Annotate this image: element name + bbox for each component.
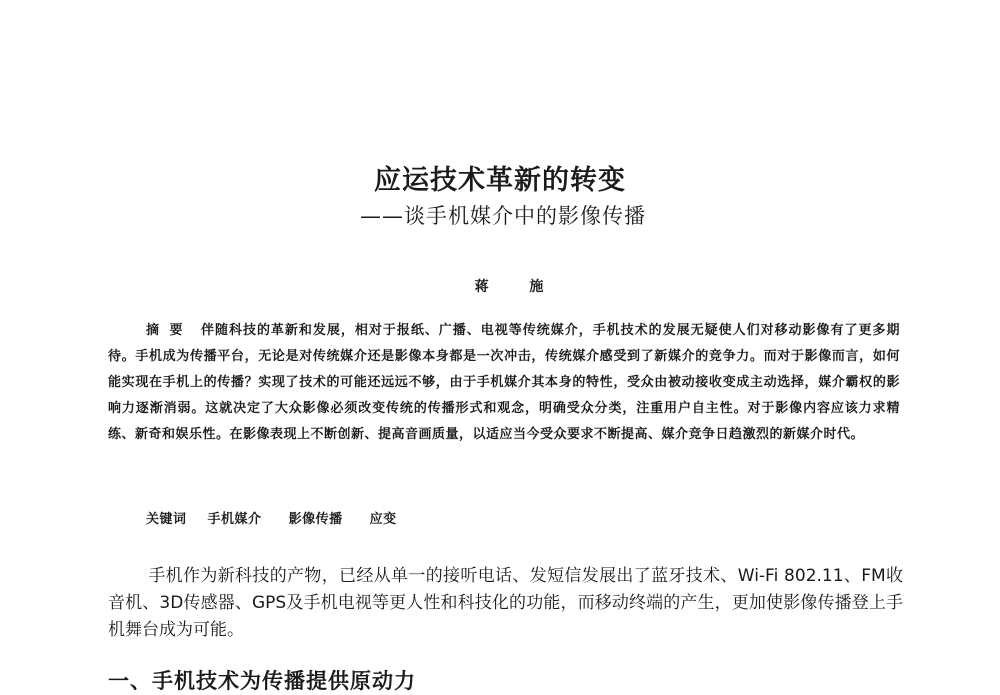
body-paragraph-text: 手机作为新科技的产物，已经从单一的接听电话、发短信发展出了蓝牙技术、Wi-Fi 802.11、FM收音机、3D传感器、GPS及手机电视等更人性和科技化的功能，而移动终端的产生，更加使影像传播登上手机舞台成为可能。 xyxy=(108,566,903,640)
abstract-label: 摘要 xyxy=(146,323,193,338)
article-title: 应运技术革新的转变 xyxy=(374,165,626,196)
body-paragraph xyxy=(108,563,903,644)
abstract-block xyxy=(108,318,900,448)
keyword-item: 应变 xyxy=(369,512,397,527)
keyword-item: 影像传播 xyxy=(288,512,343,527)
abstract-text: 伴随科技的革新和发展，相对于报纸、广播、电视等传统媒介，手机技术的发展无疑使人们对移动影像有了更多期待。手机成为传播平台，无论是对传统媒介还是影像本身都是一次冲击，传统媒介感受到了新媒介的竞争力。而对于影像而言，如何能实现在手机上的传播？实现了技术的可能还远远不够，由于手机媒介其本身的特性，受众由被动接收变成主动选择，媒介霸权的影响力逐渐消弱。这就决定了大众影像必须改变传统的传播形式和观念，明确受众分类，注重用户自主性。对于影像内容应该力求精练、新奇和娱乐性。在影像表现上不断创新、提高音画质量，以适应当今受众要求不断提高、媒介竞争日趋激烈的新媒介时代。 xyxy=(108,323,900,442)
article-subtitle: ——谈手机媒介中的影像传播 xyxy=(360,204,646,228)
keyword-item: 手机媒介 xyxy=(207,512,262,527)
section-heading: 一、手机技术为传播提供原动力 xyxy=(108,669,416,693)
keywords-label: 关键词 xyxy=(146,512,187,527)
article-author: 蒋 施 xyxy=(474,279,562,295)
keywords-block xyxy=(146,508,419,527)
